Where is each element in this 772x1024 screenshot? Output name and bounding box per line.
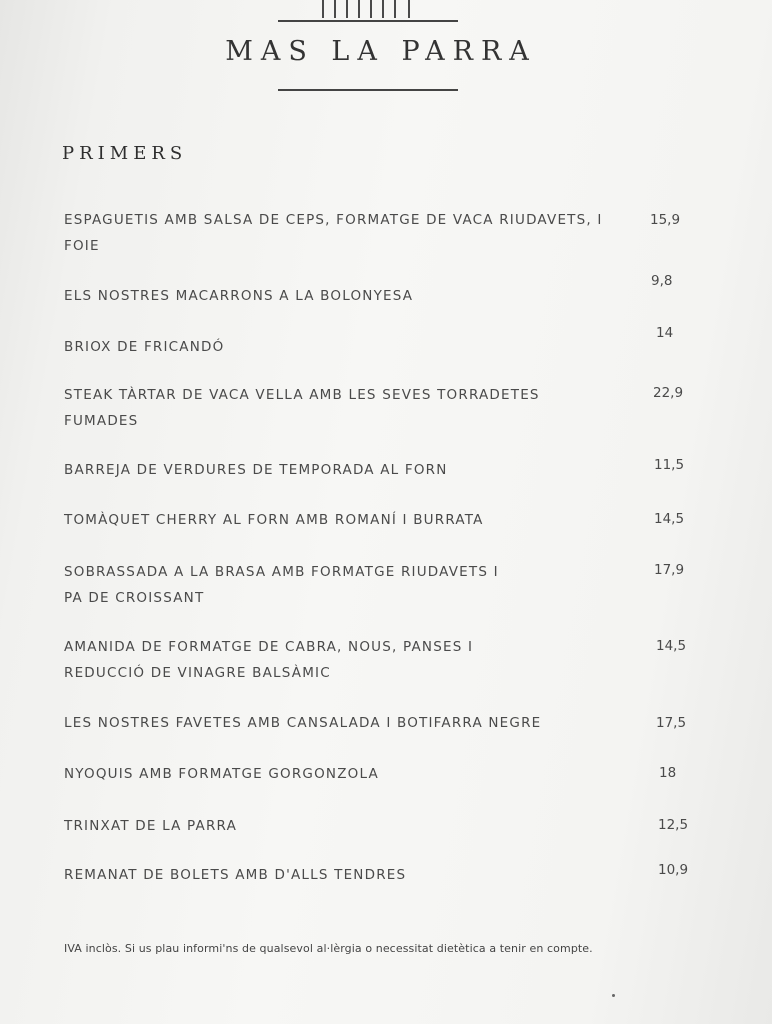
menu-item-name: BARREJA DE VERDURES DE TEMPORADA AL FORN — [64, 462, 448, 478]
menu-item-name: ELS NOSTRES MACARRONS A LA BOLONYESA — [64, 288, 414, 304]
menu-item-price: 9,8 — [651, 273, 673, 289]
menu-item-name: REMANAT DE BOLETS AMB D'ALLS TENDRES — [64, 867, 407, 883]
menu-item-price: 11,5 — [654, 457, 685, 473]
paper-speck — [612, 994, 615, 997]
menu-item-price: 22,9 — [653, 385, 684, 401]
section-title: PRIMERS — [62, 143, 188, 164]
menu-item-name: STEAK TÀRTAR DE VACA VELLA AMB LES SEVES TORRADETES FUMADES — [64, 387, 540, 429]
menu-item-name: LES NOSTRES FAVETES AMB CANSALADA I BOTIFARRA NEGRE — [64, 715, 542, 731]
logo-bottom-rule — [278, 89, 458, 91]
menu-item-name: TRINXAT DE LA PARRA — [64, 818, 238, 834]
menu-item-price: 17,5 — [656, 715, 687, 731]
menu-item-price: 10,9 — [658, 862, 689, 878]
menu-item-name: TOMÀQUET CHERRY AL FORN AMB ROMANÍ I BURRATA — [64, 512, 484, 528]
footer-note: IVA inclòs. Si us plau informi'ns de qualsevol al·lèrgia o necessitat dietètica a tenir en compte. — [64, 942, 593, 955]
menu-item-name: NYOQUIS AMB FORMATGE GORGONZOLA — [64, 766, 379, 782]
restaurant-name: MAS LA PARRA — [225, 36, 537, 67]
menu-item-price: 14,5 — [656, 638, 687, 654]
menu-item-price: 15,9 — [650, 212, 681, 228]
menu-item-price: 12,5 — [658, 817, 689, 833]
logo-top-rule — [278, 20, 458, 22]
menu-item-price: 14 — [656, 325, 674, 341]
menu-item-price: 17,9 — [654, 562, 685, 578]
menu-item-price: 14,5 — [654, 511, 685, 527]
menu-item-price: 18 — [659, 765, 677, 781]
menu-item-name: SOBRASSADA A LA BRASA AMB FORMATGE RIUDAVETS I PA DE CROISSANT — [64, 564, 499, 606]
menu-item-name: AMANIDA DE FORMATGE DE CABRA, NOUS, PANSES I REDUCCIÓ DE VINAGRE BALSÀMIC — [64, 639, 474, 681]
logo-bars-icon — [322, 0, 412, 20]
menu-item-name: ESPAGUETIS AMB SALSA DE CEPS, FORMATGE DE VACA RIUDAVETS, I FOIE — [64, 212, 603, 254]
menu-item-name: BRIOX DE FRICANDÓ — [64, 339, 225, 355]
